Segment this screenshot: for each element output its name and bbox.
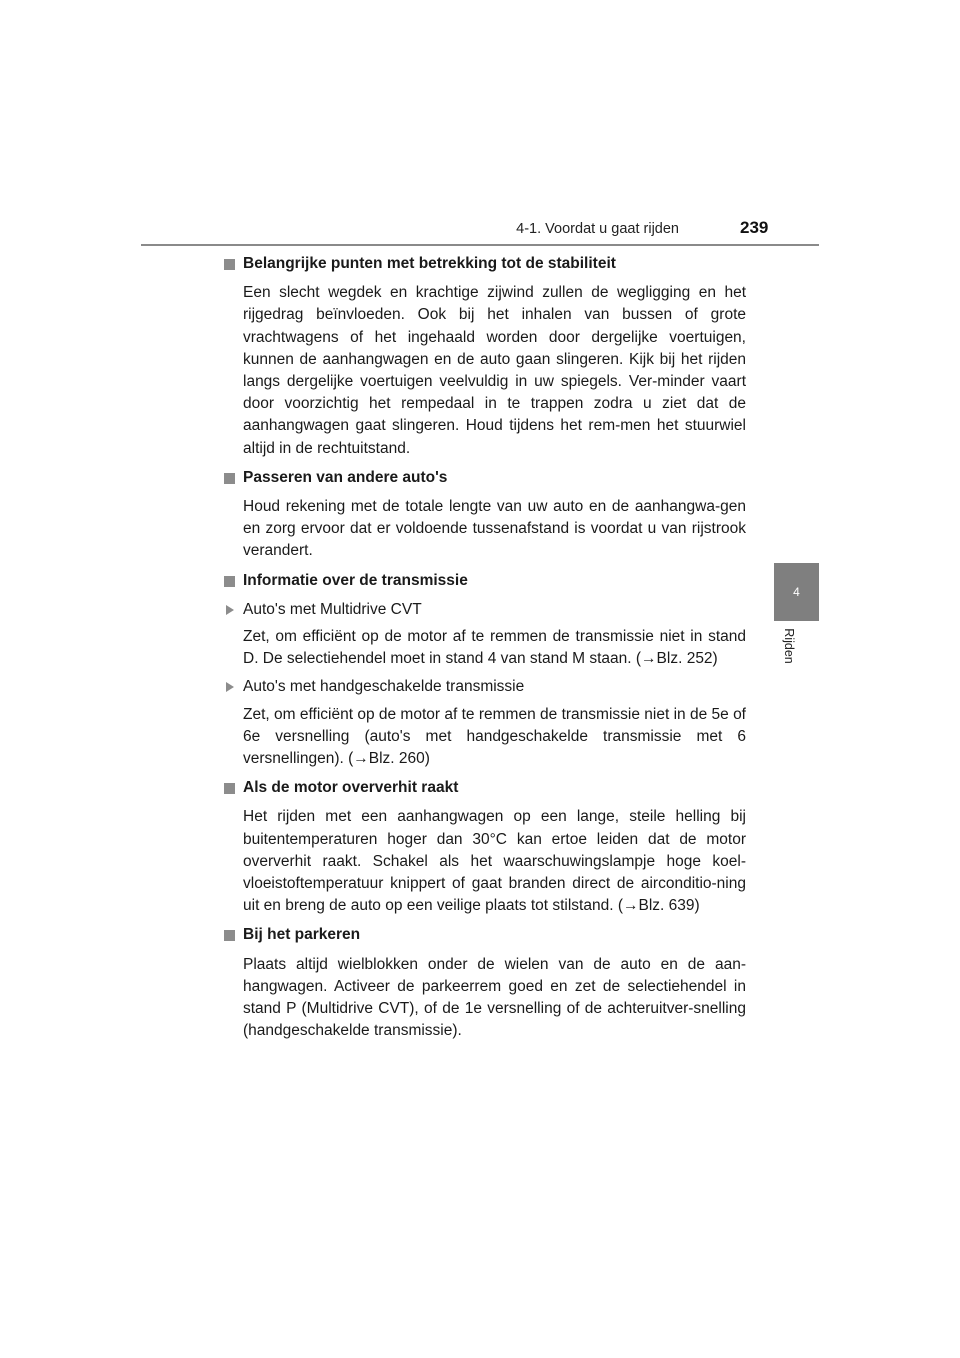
heading-transmission [222, 570, 746, 592]
heading-text: Belangrijke punten met betrekking tot de stabiliteit [243, 255, 616, 272]
paragraph-parking: Plaats altijd wielblokken onder de wielen van de auto en de aan-hangwagen. Activeer de parkeerrem goed en zet de selectiehendel in stand P (Multidrive CVT), of de 1e versnelling of de achteruitver-snelling (handgeschakelde transmissie). [243, 955, 746, 1040]
triangle-bullet-icon [226, 682, 234, 692]
subheading-cvt [222, 599, 746, 621]
heading-overheat [222, 777, 746, 799]
chapter-number: 4 [793, 585, 800, 599]
paragraph-passing: Houd rekening met de totale lengte van uw auto en de aanhangwa-gen en zorg ervoor dat er voldoende tussenafstand is voordat u van rijstrook verandert. [243, 498, 746, 560]
triangle-bullet-icon [226, 605, 234, 615]
paragraph-stability: Een slecht wegdek en krachtige zijwind zullen de wegligging en het rijgedrag beïnvloeden. Ook bij het inhalen van bussen of grote vrachtwagens of het ingehaald worden door dergelijke voertuigen, kunnen de aanhangwagen en de auto gaan slingeren. Kijk bij het rijden langs dergelijke voertuigen veelvuldig in uw spiegels. Ver-minder vaart door voorzichtig het rempedaal in te trappen zodra u ziet dat de aanhangwagen gaat slingeren. Houd tijdens het rem-men het stuurwiel altijd in de rechtuitstand. [243, 284, 746, 457]
heading-parking [222, 924, 746, 946]
heading-text: Informatie over de transmissie [243, 571, 468, 589]
subheading-text: Auto's met handgeschakelde transmissie [243, 678, 525, 696]
page-header [0, 0, 960, 250]
chapter-tab [774, 563, 819, 621]
heading-passing [222, 467, 746, 489]
header-divider [141, 244, 819, 246]
page-content [222, 253, 746, 1049]
paragraph-overheat: Het rijden met een aanhangwagen op een lange, steile helling bij buitentemperaturen hoger dan 30°C kan ertoe leiden dat de motor oververhit raakt. Schakel als het waarschuwingslampje hoge koel-vloeistoftemperatuur knippert of gaat branden direct de airconditio-ning uit en breng de auto op een veilige plaats tot stilstand. (→Blz. 639) [243, 808, 746, 915]
paragraph-cvt: Zet, om efficiënt op de motor af te remmen de transmissie niet in stand D. De selectiehendel moet in stand 4 van stand M staan. (→Blz. 252) [243, 628, 746, 668]
paragraph-manual: Zet, om efficiënt op de motor af te remmen de transmissie niet in de 5e of 6e versnelling (auto's met handgeschakelde transmissie met 6 versnellingen). (→Blz. 260) [243, 705, 746, 768]
heading-text: Als de motor oververhit raakt [243, 779, 459, 797]
heading-text: Bij het parkeren [243, 926, 361, 944]
heading-stability [222, 253, 746, 275]
square-bullet-icon [224, 930, 235, 941]
page-number: 239 [740, 218, 769, 237]
subheading-manual [222, 676, 746, 698]
heading-text: Passeren van andere auto's [243, 468, 448, 486]
section-title: 4-1. Voordat u gaat rijden [516, 221, 679, 237]
square-bullet-icon [224, 783, 235, 794]
square-bullet-icon [224, 473, 235, 484]
square-bullet-icon [224, 259, 235, 270]
chapter-label: Rijden [782, 628, 796, 664]
square-bullet-icon [224, 576, 235, 587]
subheading-text: Auto's met Multidrive CVT [243, 600, 422, 618]
